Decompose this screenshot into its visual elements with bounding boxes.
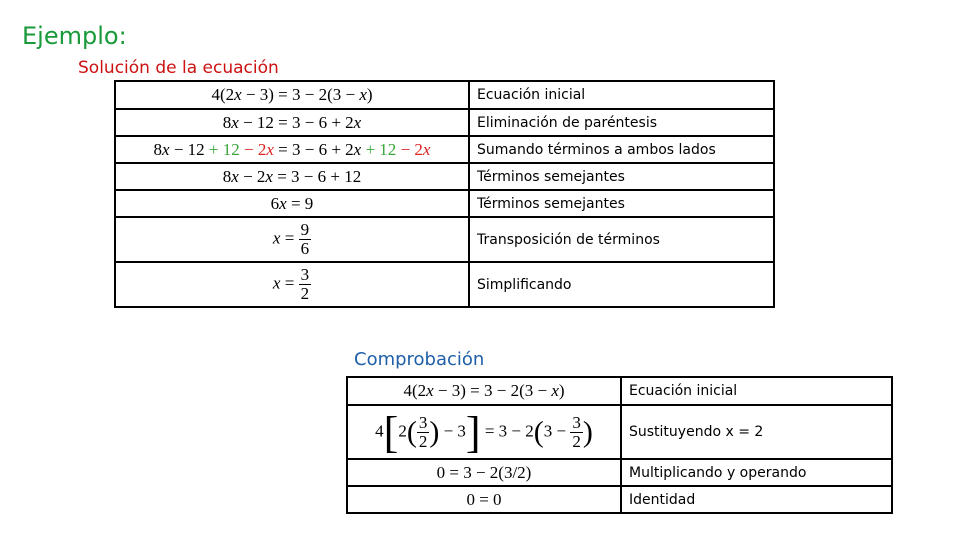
equation-cell: 8x − 12 = 3 − 6 + 2x (115, 109, 469, 136)
description-cell (621, 405, 892, 459)
equation-cell: 0 = 0 (347, 486, 621, 513)
description-cell: Transposición de términos (469, 217, 774, 262)
table-row (347, 405, 892, 459)
table-row (115, 217, 774, 262)
check-table (346, 376, 893, 514)
description-cell: Términos semejantes (469, 163, 774, 190)
table-row (115, 163, 774, 190)
description-cell: Simplificando (469, 262, 774, 307)
equation-cell: 4(2x − 3) = 3 − 2(3 − x) (115, 81, 469, 109)
equation-cell: x = $\frac{9}{6}$ (115, 217, 469, 262)
equation-cell: 4(2x − 3) = 3 − 2(3 − x) (347, 377, 621, 405)
description-cell: Multiplicando y operando (621, 459, 892, 486)
equation-cell: 8x − 12 + 12 − 2x = 3 − 6 + 2x + 12 − 2x (115, 136, 469, 163)
description-cell: Identidad (621, 486, 892, 513)
table-row (115, 190, 774, 217)
equation-cell: 8x − 2x = 3 − 6 + 12 (115, 163, 469, 190)
table-row (347, 459, 892, 486)
solution-heading: Solución de la ecuación (78, 58, 279, 78)
equation-cell: 4[2( $\frac{3}{2}$ ) − 3] = 3 − 2(3 − $\frac{3}{2}$ ) (347, 405, 621, 459)
equation-cell: 0 = 3 − 2(3/2) (347, 459, 621, 486)
table-row (115, 262, 774, 307)
description-cell: Eliminación de paréntesis (469, 109, 774, 136)
description-cell: Sumando términos a ambos lados (469, 136, 774, 163)
substitution-text: Sustituyendo x = 2 (629, 424, 764, 440)
description-cell: Ecuación inicial (621, 377, 892, 405)
table-row (347, 486, 892, 513)
table-row (347, 377, 892, 405)
table-row (115, 109, 774, 136)
table-row (115, 136, 774, 163)
equation-cell: 6x = 9 (115, 190, 469, 217)
check-heading: Comprobación (354, 349, 485, 370)
solution-table (114, 80, 775, 308)
description-cell: Ecuación inicial (469, 81, 774, 109)
page-title: Ejemplo: (22, 22, 127, 50)
equation-cell: x = $\frac{3}{2}$ (115, 262, 469, 307)
description-cell: Términos semejantes (469, 190, 774, 217)
table-row (115, 81, 774, 109)
